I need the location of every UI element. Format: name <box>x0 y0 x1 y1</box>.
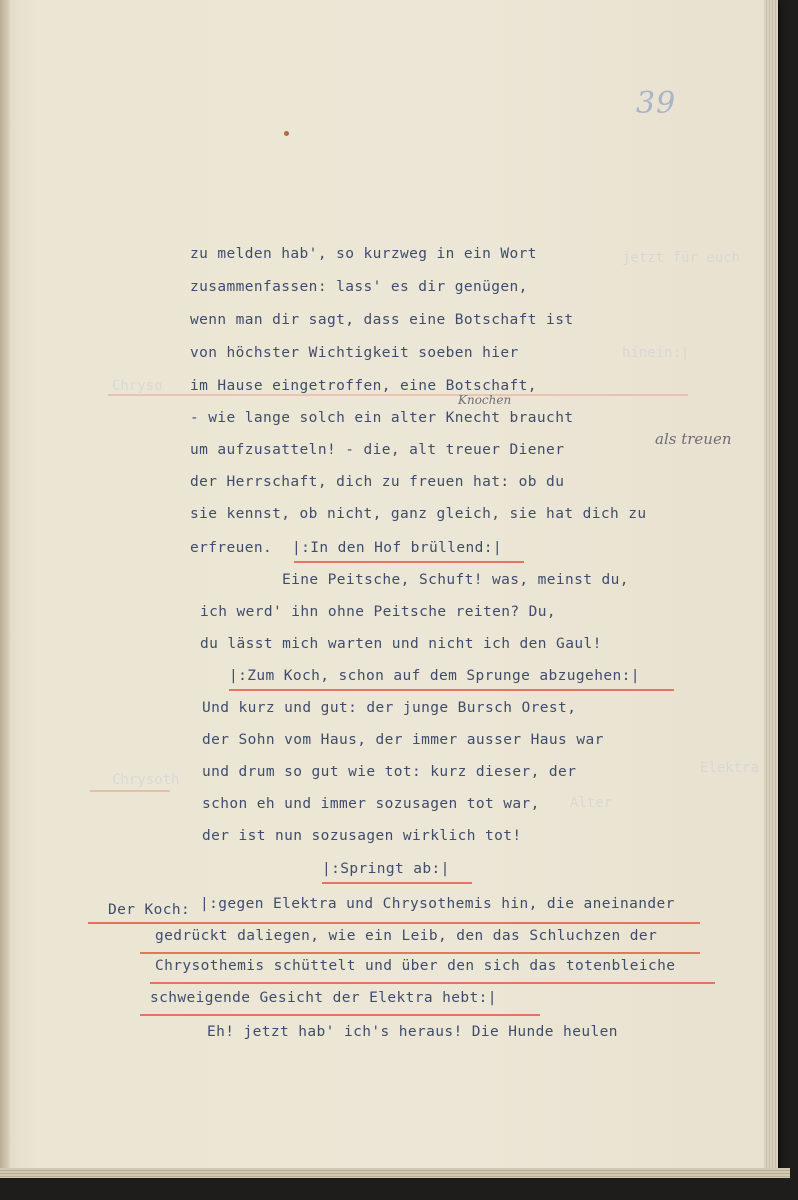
red-mark-faint <box>90 790 170 792</box>
text-line: - wie lange solch ein alter Knecht braucht <box>190 410 574 426</box>
red-underline <box>140 952 700 954</box>
text-line: wenn man dir sagt, dass eine Botschaft ist <box>190 312 574 328</box>
ghost-text: Alter <box>570 795 613 811</box>
text-line: der Herrschaft, dich zu freuen hat: ob du <box>190 474 565 490</box>
page-stack-edge <box>764 0 778 1170</box>
stage-direction: Chrysothemis schüttelt und über den sich das totenbleiche <box>155 958 676 974</box>
text-line: und drum so gut wie tot: kurz dieser, der <box>202 764 577 780</box>
red-underline <box>229 689 674 691</box>
red-underline <box>140 1014 540 1016</box>
ghost-text: jetzt für euch <box>622 250 741 266</box>
ink-spot <box>284 131 289 136</box>
stage-direction: |:In den Hof brüllend:| <box>292 540 502 556</box>
text-line: erfreuen. <box>190 540 273 556</box>
text-line: der ist nun sozusagen wirklich tot! <box>202 828 522 844</box>
red-underline <box>88 922 700 924</box>
page-stack-bottom <box>0 1168 790 1178</box>
text-line: Eh! jetzt hab' ich's heraus! Die Hunde heulen <box>207 1024 618 1040</box>
text-line: Eine Peitsche, Schuft! was, meinst du, <box>282 572 629 588</box>
speaker-label: Der Koch: <box>108 902 191 918</box>
text-line: du lässt mich warten und nicht ich den Gaul! <box>200 636 602 652</box>
handwritten-annotation: Knochen <box>458 393 512 407</box>
stage-direction: |:Springt ab:| <box>322 861 450 877</box>
red-underline <box>294 561 524 563</box>
text-line: zu melden hab', so kurzweg in ein Wort <box>190 246 537 262</box>
ghost-text: Chrysoth <box>112 772 180 788</box>
text-line: um aufzusatteln! - die, alt treuer Diener <box>190 442 565 458</box>
text-line: schon eh und immer sozusagen tot war, <box>202 796 540 812</box>
handwritten-annotation: als treuen <box>655 430 732 448</box>
ghost-text: Elektra <box>700 760 760 776</box>
text-line: Und kurz und gut: der junge Bursch Orest, <box>202 700 577 716</box>
stage-direction: |:gegen Elektra und Chrysothemis hin, die aneinander <box>200 896 675 912</box>
text-line: zusammenfassen: lass' es dir genügen, <box>190 279 528 295</box>
stage-direction: gedrückt daliegen, wie ein Leib, den das Schluchzen der <box>155 928 658 944</box>
red-mark-faint <box>108 394 688 396</box>
text-line: von höchster Wichtigkeit soeben hier <box>190 345 519 361</box>
ghost-text: Chryso <box>112 378 163 394</box>
binding-spine <box>0 0 10 1170</box>
page-number: 39 <box>636 86 677 121</box>
text-line: im Hause eingetroffen, eine Botschaft, <box>190 378 537 394</box>
stage-direction: |:Zum Koch, schon auf dem Sprunge abzugehen:| <box>229 668 640 684</box>
text-line: der Sohn vom Haus, der immer ausser Haus war <box>202 732 604 748</box>
text-line: sie kennst, ob nicht, ganz gleich, sie hat dich zu <box>190 506 647 522</box>
ghost-text: hinein:| <box>622 345 690 361</box>
stage-direction: schweigende Gesicht der Elektra hebt:| <box>150 990 497 1006</box>
red-underline <box>150 982 715 984</box>
red-underline <box>322 882 472 884</box>
text-line: ich werd' ihn ohne Peitsche reiten? Du, <box>200 604 557 620</box>
